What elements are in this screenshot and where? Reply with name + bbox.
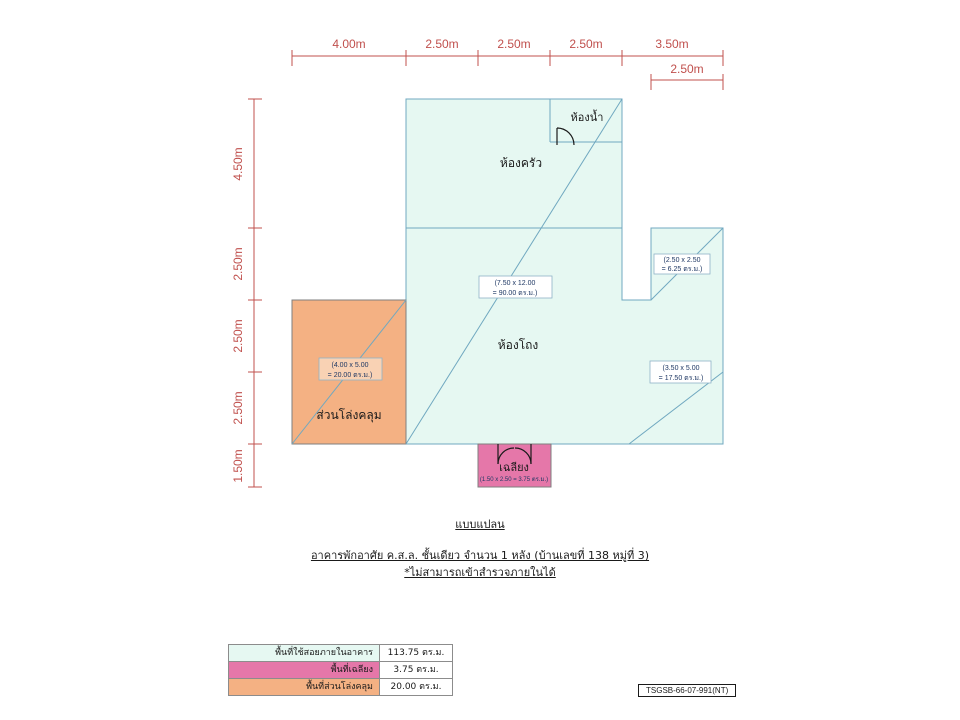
dim-left-1: 4.50m	[231, 147, 245, 181]
document-code: TSGSB-66-07-991(NT)	[638, 684, 736, 697]
dim-left-2: 2.50m	[231, 247, 245, 281]
area-main-line1: (7.50 x 12.00	[494, 280, 536, 287]
area-box-small	[654, 254, 710, 274]
dim-left-3: 2.50m	[231, 319, 245, 353]
summary-value: 3.75 ตร.ม.	[380, 662, 453, 679]
area-main-line2: = 90.00 ตร.ม.)	[492, 290, 538, 297]
area-terrace-line2: = 20.00 ตร.ม.)	[327, 372, 373, 379]
summary-value: 113.75 ตร.ม.	[380, 645, 453, 662]
summary-value: 20.00 ตร.ม.	[380, 679, 453, 696]
dim-top-4: 2.50m	[569, 37, 603, 51]
plan-note: *ไม่สามารถเข้าสำรวจภายในได้	[404, 566, 556, 579]
dim-left-5: 1.50m	[231, 449, 245, 483]
room-label-hall: ห้องโถง	[497, 338, 539, 352]
area-porch: (1.50 x 2.50 = 3.75 ตร.ม.)	[479, 477, 549, 483]
area-box-terrace	[319, 358, 382, 380]
summary-row-terrace	[229, 679, 453, 696]
left-dimension-line	[248, 99, 262, 487]
dim-top-second: 2.50m	[670, 62, 704, 76]
plan-subtitle: อาคารพักอาศัย ค.ส.ล. ชั้นเดียว จำนวน 1 หลัง (บ้านเลขที่ 138 หมู่ที่ 3)	[310, 549, 650, 562]
summary-row-porch	[229, 662, 453, 679]
area-small-line1: (2.50 x 2.50	[663, 257, 701, 264]
area-right-line2: = 17.50 ตร.ม.)	[658, 375, 704, 382]
dim-left-4: 2.50m	[231, 391, 245, 425]
area-box-right	[650, 361, 711, 383]
plan-title: แบบแปลน	[455, 518, 505, 531]
top-dimension-line	[292, 50, 723, 90]
room-label-kitchen: ห้องครัว	[499, 156, 543, 170]
summary-label: พื้นที่เฉลียง	[229, 662, 380, 679]
area-right-line1: (3.50 x 5.00	[662, 365, 700, 372]
dim-top-2: 2.50m	[425, 37, 459, 51]
area-small-line2: = 6.25 ตร.ม.)	[661, 266, 703, 273]
area-box-main	[479, 276, 552, 298]
summary-row-interior	[229, 645, 453, 662]
dim-top-5: 3.50m	[655, 37, 689, 51]
dim-top-1: 4.00m	[332, 37, 366, 51]
room-label-porch: เฉลียง	[499, 461, 529, 474]
summary-label: พื้นที่ใช้สอยภายในอาคาร	[229, 645, 380, 662]
area-terrace-line1: (4.00 x 5.00	[331, 362, 369, 369]
room-label-terrace: ส่วนโล่งคลุม	[316, 408, 382, 422]
room-label-bathroom: ห้องน้ำ	[570, 111, 604, 124]
area-summary-table	[228, 644, 453, 696]
summary-label: พื้นที่ส่วนโล่งคลุม	[229, 679, 380, 696]
dim-top-3: 2.50m	[497, 37, 531, 51]
